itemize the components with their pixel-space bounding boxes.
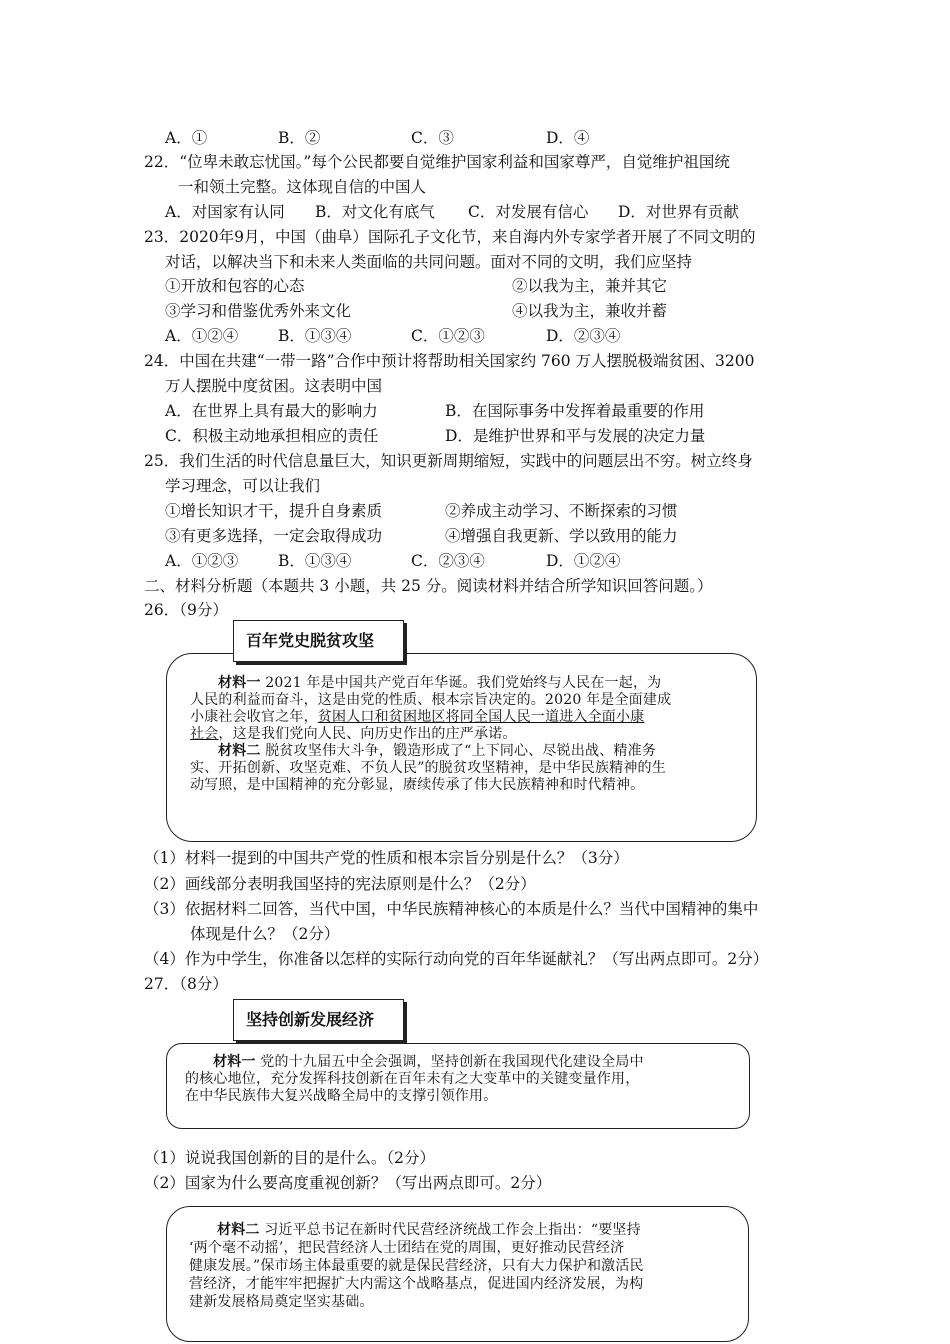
q24-option-b: B．在国际事务中发挥着最重要的作用 (445, 402, 705, 420)
q23-item-3: ③学习和借鉴优秀外来文化 (165, 302, 352, 320)
q21-option-b: B．② (278, 129, 321, 147)
q23-stem-line1: 23．2020年9月，中国（曲阜）国际孔子文化节，来自海内外专家学者开展了不同文明的 (144, 228, 756, 246)
q26-material2-line1 (218, 743, 656, 760)
q27-material1-line3: 在中华民族伟大复兴战略全局中的支撑引领作用。 (185, 1088, 498, 1104)
q21-option-c: C．③ (411, 129, 454, 147)
q25-item-1: ①增长知识才干，提升自身素质 (165, 502, 383, 520)
q22-option-c: C．对发展有信心 (468, 203, 589, 221)
q24-stem-line1: 24．中国在共建“一带一路”合作中预计将帮助相关国家约 760 万人摆脱极端贫困、3200 (144, 352, 755, 370)
q24-option-a: A．在世界上具有最大的影响力 (165, 402, 378, 420)
q25-option-b: B．①③④ (278, 552, 352, 570)
q24-option-d: D．是维护世界和平与发展的决定力量 (445, 427, 706, 445)
q21-option-d: D．④ (546, 129, 590, 147)
q26-question-4: （4）作为中学生，你准备以怎样的实际行动向党的百年华诞献礼？（写出两点即可。2分） (144, 950, 769, 968)
q25-stem-line2: 学习理念，可以让我们 (165, 477, 321, 495)
section-2-heading: 二、材料分析题（本题共 3 小题，共 25 分。阅读材料并结合所学知识回答问题。） (144, 577, 713, 595)
q26-material1-underline1: 贫困人口和贫困地区将同全国人民一道进入全面小康 (317, 709, 645, 725)
q22-stem-line2: 一和领土完整。这体现自信的中国人 (178, 178, 427, 196)
q27-material2-text1: 习近平总书记在新时代民营经济统战工作会上指出：“要坚持 (264, 1222, 641, 1238)
q27-question-1: （1）说说我国创新的目的是什么。（2分） (144, 1149, 435, 1167)
q27-question-2: （2）国家为什么要高度重视创新？（写出两点即可。2分） (144, 1174, 552, 1192)
q26-question-3: （3）依据材料二回答，当代中国，中华民族精神核心的本质是什么？当代中国精神的集中 (144, 900, 759, 918)
q27-material2-line1 (217, 1222, 641, 1239)
q26-material1-label: 材料一 (218, 675, 261, 691)
q25-option-c: C．②③④ (411, 552, 485, 570)
q26-material1-underline2: 社会 (190, 726, 219, 742)
q25-item-4: ④增强自我更新、学以致用的能力 (445, 527, 678, 545)
q26-material1-text1: 2021 年是中国共产党百年华诞。我们党始终与人民在一起，为 (265, 675, 662, 691)
q26-material2-text1: 脱贫攻坚伟大斗争，锻造形成了“上下同心、尽锐出战、精准务 (265, 743, 657, 759)
q27-heading: 27．（8分） (144, 975, 228, 993)
q27-material2-line2: ‘两个毫不动摇’，把民营经济人士团结在党的周围，更好推动民营经济 (189, 1240, 625, 1256)
q22-option-d: D．对世界有贡献 (618, 203, 739, 221)
q23-option-a: A．①②④ (165, 327, 239, 345)
q27-material1-label: 材料一 (213, 1054, 256, 1070)
q23-option-c: C．①②③ (411, 327, 485, 345)
q26-material2-label: 材料二 (218, 743, 261, 759)
q25-option-a: A．①②③ (165, 552, 239, 570)
q27-material2-line4: 营经济，才能牢牢把握扩大内需这个战略基点，促进国内经济发展，为构 (189, 1276, 644, 1292)
q26-material2-line3: 动写照，是中国精神的充分彰显，赓续传承了伟大民族精神和时代精神。 (190, 777, 645, 793)
q21-option-a: A．① (165, 129, 208, 147)
q26-material1-line1 (218, 675, 661, 692)
q27-material1-text1: 党的十九届五中全会强调，坚持创新在我国现代化建设全局中 (260, 1054, 644, 1070)
q27-material1-line1 (213, 1054, 644, 1071)
q25-item-2: ②养成主动学习、不断探索的习惯 (445, 502, 678, 520)
q23-option-d: D．②③④ (546, 327, 621, 345)
q27-material1-line2: 的核心地位，充分发挥科技创新在百年未有之大变革中的关键变量作用， (185, 1071, 640, 1087)
q26-question-3-cont: 体现是什么？（2分） (190, 925, 340, 943)
q26-question-2: （2）画线部分表明我国坚持的宪法原则是什么？（2分） (144, 875, 536, 893)
q26-material2-line2: 实、开拓创新、攻坚克难、不负人民”的脱贫攻坚精神，是中华民族精神的生 (190, 760, 666, 776)
q27-material2-line5: 建新发展格局奠定坚实基础。 (189, 1294, 374, 1310)
q27-material2-label: 材料二 (217, 1222, 260, 1238)
q23-item-4: ④以我为主，兼收并蓄 (512, 302, 668, 320)
q24-option-c: C．积极主动地承担相应的责任 (165, 427, 379, 445)
q23-option-b: B．①③④ (278, 327, 352, 345)
q23-stem-line2: 对话，以解决当下和未来人类面临的共同问题。面对不同的文明，我们应坚持 (165, 253, 693, 271)
q27-material2-line3: 健康发展。”保市场主体最重要的就是保民营经济，只有大力保护和激活民 (189, 1258, 644, 1274)
q26-heading: 26．（9分） (144, 601, 228, 619)
q25-stem-line1: 25．我们生活的时代信息量巨大，知识更新周期缩短，实践中的问题层出不穷。树立终身 (144, 452, 753, 470)
q22-option-b: B．对文化有底气 (315, 203, 435, 221)
q25-item-3: ③有更多选择，一定会取得成功 (165, 527, 383, 545)
q26-material1-text3a: 小康社会收官之年， (190, 709, 318, 725)
q26-material1-text4b: ，这是我们党向人民、向历史作出的庄严承诺。 (218, 726, 517, 742)
q23-item-1: ①开放和包容的心态 (165, 277, 305, 295)
q23-item-2: ②以我为主，兼并其它 (512, 277, 668, 295)
q22-stem-line1: 22．“位卑未敢忘忧国。”每个公民都要自觉维护国家利益和国家尊严，自觉维护祖国统 (144, 153, 730, 171)
q26-material1-line3 (190, 709, 644, 726)
q22-option-a: A．对国家有认同 (165, 203, 285, 221)
q26-title-tag: 百年党史脱贫攻坚 (233, 620, 404, 662)
q26-question-1: （1）材料一提到的中国共产党的性质和根本宗旨分别是什么？（3分） (144, 849, 629, 867)
q24-stem-line2: 万人摆脱中度贫困。这表明中国 (165, 377, 383, 395)
q26-material1-line2: 人民的利益而奋斗，这是由党的性质、根本宗旨决定的。2020 年是全面建成 (190, 692, 672, 708)
q27-title-tag: 坚持创新发展经济 (233, 999, 404, 1041)
q26-material1-line4 (190, 726, 517, 743)
q25-option-d: D．①②④ (546, 552, 621, 570)
